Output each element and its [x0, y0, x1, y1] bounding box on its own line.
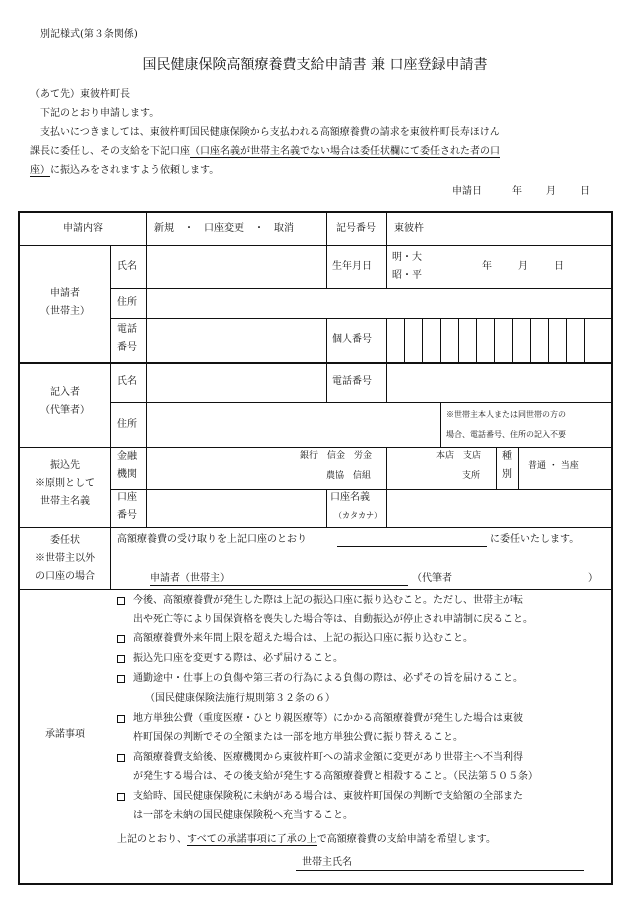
proxy-applicant-line[interactable]: [150, 585, 408, 586]
date-month: 月: [546, 186, 556, 197]
date-year: 年: [512, 186, 522, 197]
dob-day: 日: [554, 261, 564, 272]
paragraph-line-2: 課長に委任し、その支給を下記口座（口座名義が世帯主名義でない場合は委任状欄にて委任された者の口: [30, 146, 500, 157]
consent-item-4-line-1: 通勤途中・仕事上の負傷や第三者の行為による負傷の際は、必ずその旨を届けること。: [133, 673, 523, 684]
branch-type-line-1[interactable]: 本店 支店: [436, 451, 482, 461]
form-title: 国民健康保険高額療養費支給申請書 兼 口座登録申請書: [142, 57, 488, 73]
proxy-agent-label: （代筆者: [412, 573, 452, 584]
applicant-phone-label-2: 番号: [117, 342, 137, 353]
consent-section-label: 承諾事項: [45, 729, 85, 740]
form-reference: 別記様式(第３条関係): [40, 29, 138, 40]
financial-institution-label-2: 機関: [117, 469, 137, 480]
consent-item-2: 高額療養費外来年間上限を超えた場合は、上記の振込口座に振り込むこと。: [133, 633, 473, 644]
applicant-name-label: 氏名: [117, 261, 137, 272]
writer-phone-label: 電話番号: [332, 376, 372, 387]
account-holder-label: 口座名義: [330, 492, 370, 503]
request-type-label: 申請内容: [63, 223, 103, 234]
consent-item-3: 振込先口座を変更する際は、必ず届けること。: [133, 653, 343, 664]
writer-note-line-2: 場合、電話番号、住所の記入不要: [446, 430, 566, 439]
applicant-address-label: 住所: [117, 297, 137, 308]
date-day: 日: [580, 186, 590, 197]
account-kind-label-1: 種: [502, 451, 512, 462]
addressee: （あて先）東彼杵町長: [30, 89, 130, 100]
proxy-delegate-line[interactable]: [337, 546, 487, 547]
householder-signature-line[interactable]: [296, 870, 584, 871]
dob-month: 月: [518, 261, 528, 272]
consent-checkbox-4[interactable]: [117, 675, 125, 683]
code-number-value[interactable]: 東彼杵: [394, 223, 424, 234]
transfer-section-sub-2: 世帯主名義: [40, 496, 90, 507]
applicant-section-label: 申請者: [50, 288, 80, 299]
transfer-section-label: 振込先: [50, 460, 80, 471]
account-holder-kana: （カタカナ）: [334, 511, 382, 520]
writer-section-label: 記入者: [50, 387, 80, 398]
era-line-1[interactable]: 明・大: [392, 252, 422, 263]
consent-item-1-line-1: 今後、高額療養費が発生した際は上記の振込口座に振り込むこと。ただし、世帯主が転: [133, 595, 523, 606]
consent-item-1-line-2: 出や死亡等により国保資格を喪失した場合等は、自動振込が停止され申請制に戻ること。: [133, 614, 533, 625]
consent-item-7-line-1: 支給時、国民健康保険税に未納がある場合は、東彼杵町国保の判断で支給額の全部また: [133, 791, 523, 802]
financial-institution-label-1: 金融: [117, 451, 137, 462]
account-number-label-1: 口座: [117, 492, 137, 503]
consent-checkbox-5[interactable]: [117, 715, 125, 723]
applicant-dob-label: 生年月日: [332, 261, 372, 272]
consent-item-7-line-2: は一部を未納の国民健康保険税へ充当すること。: [133, 810, 353, 821]
writer-name-label: 氏名: [117, 376, 137, 387]
consent-checkbox-3[interactable]: [117, 655, 125, 663]
writer-note-line-1: ※世帯主本人または同世帯の方の: [446, 410, 566, 419]
proxy-statement-a: 高額療養費の受け取りを上記口座のとおり: [117, 534, 307, 545]
applicant-section-sub: （世帯主）: [40, 306, 90, 317]
request-type-options[interactable]: 新規 ・ 口座変更 ・ 取消: [154, 223, 294, 234]
consent-item-6-line-2: が発生する場合は、その後支給が発生する高額療養費と相殺すること。（民法第５０５条）: [133, 771, 538, 782]
bank-type-line-1[interactable]: 銀行 信金 労金: [300, 451, 373, 461]
account-number-label-2: 番号: [117, 510, 137, 521]
dob-year: 年: [482, 261, 492, 272]
writer-section-sub: （代筆者）: [40, 405, 90, 416]
proxy-section-sub-1: ※世帯主以外: [35, 553, 95, 564]
bank-type-line-2[interactable]: 農協 信組: [326, 471, 372, 481]
paragraph-line-1: 支払いにつきましては、東彼杵町国民健康保険から支払われる高額療養費の請求を東彼杵町長寿ほけん: [40, 127, 500, 138]
applicant-phone-label-1: 電話: [117, 324, 137, 335]
consent-item-5-line-1: 地方単独公費（重度医療・ひとり親医療等）にかかる高額療養費が発生した場合は東彼: [133, 713, 523, 724]
writer-address-label: 住所: [117, 419, 137, 430]
proxy-applicant-label: 申請者（世帯主）: [150, 573, 230, 584]
consent-closing: 上記のとおり、すべての承諾事項に了承の上で高額療養費の支給申請を希望します。: [117, 834, 497, 845]
personal-number-label: 個人番号: [332, 334, 372, 345]
proxy-statement-b: に委任いたします。: [490, 534, 580, 545]
householder-signature-label: 世帯主氏名: [302, 857, 352, 868]
consent-checkbox-1[interactable]: [117, 597, 125, 605]
application-date-label: 申請日: [452, 186, 482, 197]
proxy-agent-close: ）: [588, 573, 598, 584]
consent-item-5-line-2: 杵町国保の判断でその全額または一部を地方単独公費に振り替えること。: [133, 732, 463, 743]
account-kind-options[interactable]: 普通 ・ 当座: [528, 461, 579, 471]
consent-checkbox-6[interactable]: [117, 754, 125, 762]
proxy-section-sub-2: の口座の場合: [35, 571, 95, 582]
account-kind-label-2: 別: [502, 469, 512, 480]
intro-text: 下記のとおり申請します。: [40, 108, 160, 119]
consent-checkbox-2[interactable]: [117, 635, 125, 643]
paragraph-line-3: 座）に振込みをされますよう依頼します。: [30, 165, 220, 176]
consent-item-4-line-2: （国民健康保険法施行規則第３２条の６）: [145, 693, 335, 704]
era-line-2[interactable]: 昭・平: [392, 270, 422, 281]
consent-item-6-line-1: 高額療養費支給後、医療機関から東彼杵町への請求金額に変更があり世帯主へ不当利得: [133, 752, 523, 763]
consent-checkbox-7[interactable]: [117, 793, 125, 801]
branch-type-line-2[interactable]: 支所: [462, 471, 481, 481]
transfer-section-sub-1: ※原則として: [35, 478, 95, 489]
code-number-label: 記号番号: [336, 223, 376, 234]
proxy-section-label: 委任状: [50, 535, 80, 546]
